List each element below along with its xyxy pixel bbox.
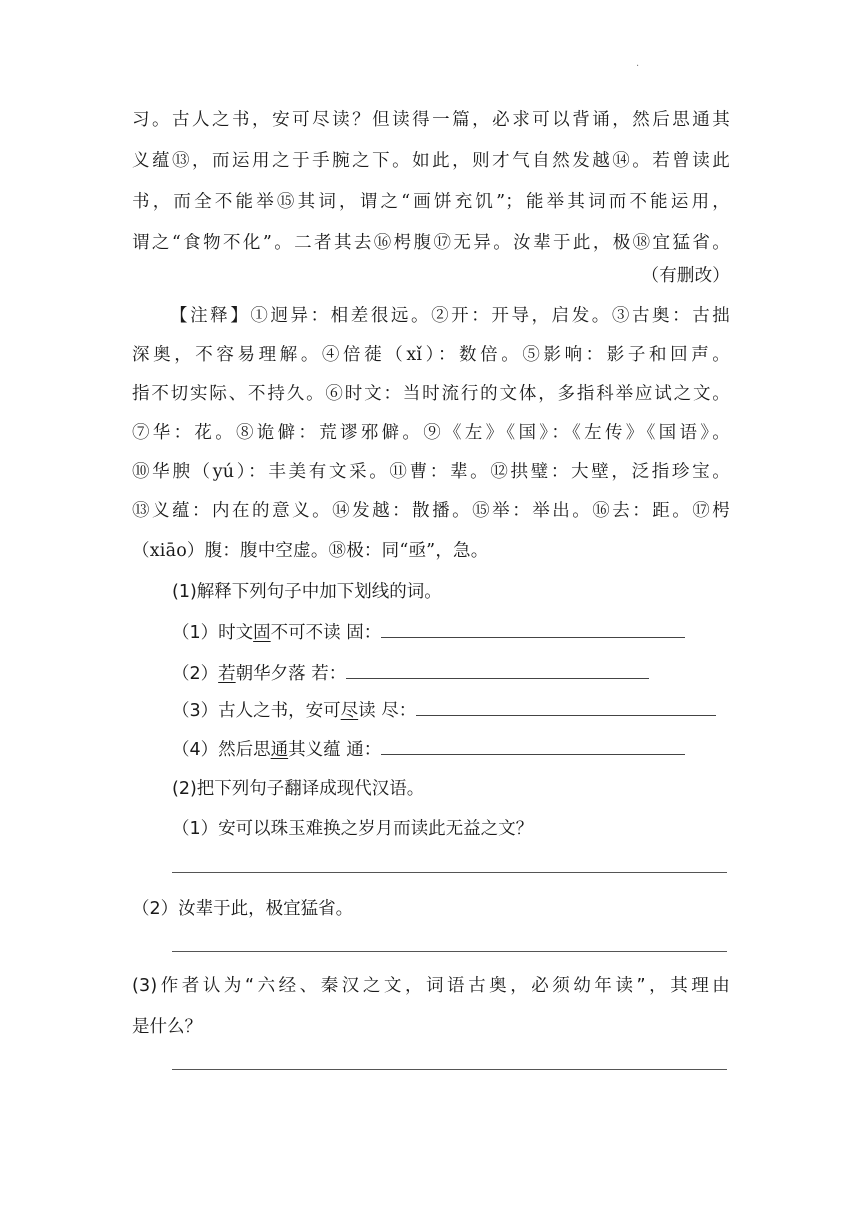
notes-line-2: 深奥，不容易理解。④倍蓰（xǐ）：数倍。⑤影响：影子和回声。 xyxy=(132,345,730,365)
q1-item-pre: 然后思 xyxy=(218,740,271,760)
q1-item-underlined-word: 固 xyxy=(253,623,271,643)
answer-line[interactable] xyxy=(172,1069,727,1070)
q1-item-num: （3） xyxy=(172,701,219,721)
answer-line[interactable] xyxy=(172,951,727,952)
q2-item-2: （2）汝辈于此，极宜猛省。 xyxy=(132,899,354,919)
notes-line-6: ⑬义蕴：内在的意义。⑭发越：散播。⑮举：举出。⑯去：距。⑰枵 xyxy=(132,501,730,521)
q2-item-1: （1）安可以珠玉难换之岁月而读此无益之文？ xyxy=(172,819,534,839)
q1-item-1 xyxy=(172,619,685,644)
q1-item-target: 通： xyxy=(346,740,382,760)
q1-item-post: 其义蕴 xyxy=(288,740,341,760)
notes-line-4: ⑦华：花。⑧诡僻：荒谬邪僻。⑨《左》《国》：《左传》《国语》。 xyxy=(132,423,730,443)
q1-item-3 xyxy=(172,697,716,722)
notes-line-1: 【注释】①迥异：相差很远。②开：开导，启发。③古奥：古拙 xyxy=(170,306,730,326)
answer-blank[interactable] xyxy=(381,636,685,638)
q1-item-underlined-word: 尽 xyxy=(340,701,359,721)
q3-line-2: 是什么？ xyxy=(132,1017,202,1037)
q1-item-4 xyxy=(172,736,685,761)
corner-mark: . xyxy=(636,58,640,69)
notes-line-3: 指不切实际、不持久。⑥时文：当时流行的文体，多指科举应试之文。 xyxy=(132,384,730,404)
passage-line-3: 书，而全不能举⑮其词，谓之“画饼充饥”；能举其词而不能运用， xyxy=(132,192,730,212)
q1-item-num: （2） xyxy=(172,664,219,684)
answer-blank[interactable] xyxy=(346,677,649,679)
answer-blank[interactable] xyxy=(416,714,716,716)
q1-item-num: （1） xyxy=(172,623,219,643)
answer-line[interactable] xyxy=(172,872,727,873)
q1-item-target: 固： xyxy=(346,623,382,643)
q1-item-pre: 古人之书，安可 xyxy=(218,701,341,721)
q1-item-post: 不可不读 xyxy=(270,623,341,643)
passage-line-4: 谓之“食物不化”。二者其去⑯枵腹⑰无异。汝辈于此，极⑱宜猛省。 xyxy=(132,233,730,253)
q1-prompt: (1)解释下列句子中加下划线的词。 xyxy=(172,582,442,602)
q1-item-target: 尽： xyxy=(381,701,417,721)
passage-line-2: 义蕴⑬，而运用之于手腕之下。如此，则才气自然发越⑭。若曾读此 xyxy=(132,151,730,171)
q3-line-1: (3)作者认为“六经、秦汉之文，词语古奥，必须幼年读”，其理由 xyxy=(132,976,730,996)
q1-item-pre: 时文 xyxy=(218,623,254,643)
q1-item-target: 若： xyxy=(311,664,347,684)
answer-blank[interactable] xyxy=(381,753,685,755)
notes-line-5: ⑩华腴（yú）：丰美有文采。⑪曹：辈。⑫拱璧：大壁，泛指珍宝。 xyxy=(132,462,730,482)
passage-line-1: 习。古人之书，安可尽读？但读得一篇，必求可以背诵，然后思通其 xyxy=(132,110,730,130)
q1-item-underlined-word: 若 xyxy=(218,664,236,684)
q2-prompt: (2)把下列句子翻译成现代汉语。 xyxy=(172,779,425,799)
q1-item-num: （4） xyxy=(172,740,219,760)
q1-item-post: 读 xyxy=(358,701,376,721)
notes-line-7: （xiāo）腹：腹中空虚。⑱极：同“亟”，急。 xyxy=(132,541,489,561)
source-note: （有删改） xyxy=(641,266,730,286)
q1-item-underlined-word: 通 xyxy=(270,740,289,760)
q1-item-post: 朝华夕落 xyxy=(235,664,306,684)
q1-item-2 xyxy=(172,660,649,685)
